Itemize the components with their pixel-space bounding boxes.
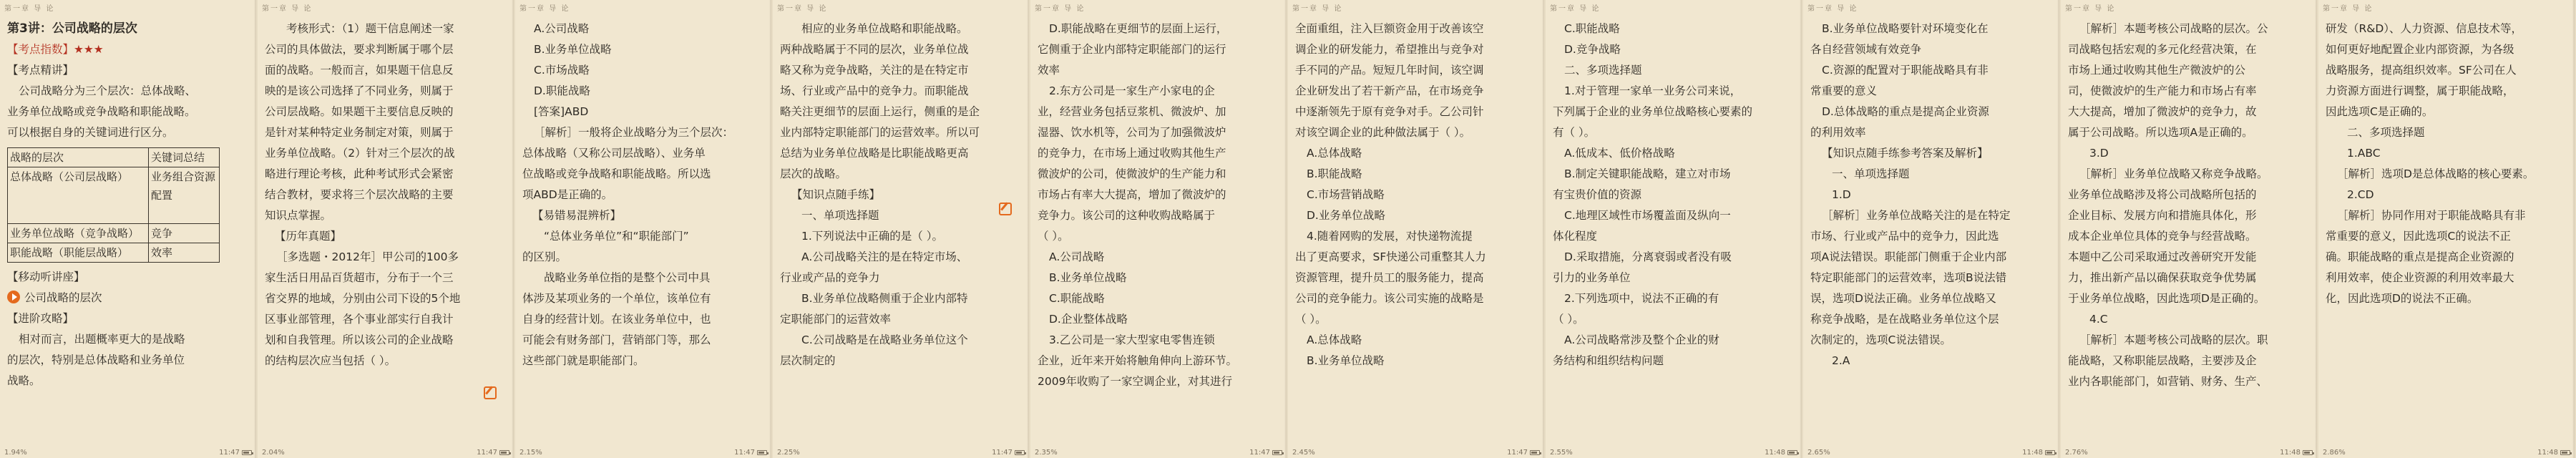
page-body [7, 19, 246, 391]
option-line: D.竞争战略 [1564, 43, 1621, 56]
option-line: D.企业整体战略 [1049, 313, 1128, 326]
text-line: 战略业务单位指的是整个公司中具 [544, 271, 711, 284]
text-line: 能战略，又称职能层战略，主要涉及企 [2068, 354, 2257, 367]
text-line: ［解析］本题考核公司战略的层次。职 [2079, 333, 2268, 346]
text-line: 省交界的地域，分别由公司下设的5个地 [265, 292, 461, 305]
text-line: 对该空调企业的此种做法属于（ ）。 [1295, 126, 1471, 139]
text-line: 企业研发出了若干新产品，在市场竞争 [1295, 84, 1484, 97]
table-cell: 业务组合资源配置 [149, 167, 220, 224]
text-line: 调企业的研发能力，希望推出与竞争对 [1295, 43, 1484, 56]
section-heading: 【历年真题】 [275, 230, 342, 243]
answer-line: 4.C [2089, 313, 2108, 326]
table-cell: 业务单位战略（竞争战略） [8, 224, 149, 243]
clock-time: 11:47 [1249, 449, 1270, 457]
text-line: （ ）。 [1038, 230, 1069, 243]
question-line: 4.随着网购的发展，对快递物流提 [1307, 230, 1473, 243]
clock-time: 11:48 [1765, 449, 1785, 457]
option-line: A.公司战略 [1049, 250, 1105, 263]
text-line: 的层次，特别是总体战略和业务单位 [7, 354, 185, 366]
text-line: 面的战略。一般而言，如果题干信息反 [265, 64, 454, 77]
answer-line: 1.D [1832, 188, 1851, 201]
page-body [1295, 19, 1534, 371]
chapter-header: 第一章 导 论 [1035, 5, 1085, 13]
importance-rating: 【考点指数】★★★ [7, 43, 104, 56]
chapter-header: 第一章 导 论 [4, 5, 55, 13]
text-line: 战略服务，提高组织效率。SF公司在人 [2326, 64, 2517, 77]
table-cell: 总体战略（公司层战略） [8, 167, 149, 224]
option-line: C.资源的配置对于职能战略具有非 [1822, 64, 1989, 77]
text-line: 1.下列说法中正确的是（ ）。 [801, 230, 943, 243]
chapter-header: 第一章 导 论 [1292, 5, 1343, 13]
text-line: 相对而言，出题概率更大的是战略 [19, 333, 185, 346]
note-edit-icon[interactable] [484, 386, 497, 399]
text-line: 业内部特定职能部门的运营效率。所以可 [780, 126, 980, 139]
text-line: 定职能部门的运营效率 [780, 313, 892, 326]
reader-page-9[interactable] [2061, 0, 2317, 458]
text-line: 市场上通过收购其他生产微波炉的公 [2068, 64, 2246, 77]
page-body [780, 19, 1019, 371]
page-body [2068, 19, 2307, 392]
text-line: 相应的业务单位战略和职能战略。 [801, 22, 968, 35]
clock-time: 11:48 [2280, 449, 2301, 457]
page-body [522, 19, 761, 371]
text-line: 大大提高，增加了微波炉的竞争力，故 [2068, 105, 2257, 118]
battery-icon [2045, 450, 2055, 455]
text-line: 企业目标、发展方向和措施具体化，形 [2068, 209, 2257, 222]
table-row [8, 243, 220, 263]
page-body [1810, 19, 2049, 371]
clock-time: 11:47 [734, 449, 755, 457]
option-line: B.职能战略 [1307, 167, 1362, 180]
text-line: 因此选项C是正确的。 [2326, 105, 2434, 118]
reading-progress: 2.45% [1292, 449, 1315, 457]
text-line: 项ABD是正确的。 [522, 188, 613, 201]
text-line: 这些部门就是职能部门。 [522, 354, 645, 367]
text-line: 位战略或竞争战略和职能战略。所以选 [522, 167, 711, 180]
text-line: 司，使微波炉的生产能力和市场占有率 [2068, 84, 2257, 97]
text-line: 项A说法错误。职能部门侧重于企业内部 [1810, 250, 2007, 263]
clock-time: 11:47 [992, 449, 1013, 457]
text-line: 行业或产品的竞争力 [780, 271, 880, 284]
option-line: D.采取措施，分离衰弱或者没有吸 [1564, 250, 1732, 263]
battery-icon [242, 450, 252, 455]
battery-icon [1787, 450, 1797, 455]
text-line: 的竞争力，在市场上通过收购其他生产 [1038, 147, 1226, 160]
section-heading: 二、多项选择题 [2347, 126, 2425, 139]
text-line: 映的是该公司选择了不同业务，则属于 [265, 84, 454, 97]
text-line: 家生活日用品百货超市，分布于一个三 [265, 271, 454, 284]
text-line: 公司的具体做法，要求判断属于哪个层 [265, 43, 454, 56]
text-line: 称竞争战略，是在战略业务单位这个层 [1810, 313, 1999, 326]
section-heading: 【移动听讲座】 [7, 271, 85, 283]
reader-page-10[interactable] [2318, 0, 2575, 458]
text-line: 市场占有率大大提高，增加了微波炉的 [1038, 188, 1226, 201]
battery-icon [2303, 450, 2313, 455]
text-line: “总体业务单位”和“职能部门” [544, 230, 689, 243]
text-line: 战略。 [7, 374, 41, 387]
text-line: 常重要的意义，因此选项C的说法不正 [2326, 230, 2511, 243]
status-footer [2065, 449, 2313, 457]
text-line: ［解析］本题考核公司战略的层次。公 [2079, 22, 2268, 35]
text-line: 成本企业单位具体的竞争与经营战略。 [2068, 230, 2257, 243]
text-line: 手不同的产品。短短几年时间，该空调 [1295, 64, 1484, 77]
text-line: 微波炉的公司，使微波炉的生产能力和 [1038, 167, 1226, 180]
option-line: A.公司战略常涉及整个企业的财 [1564, 333, 1719, 346]
text-line: 层次的战略。 [780, 167, 847, 180]
text-line: 体化程度 [1553, 230, 1598, 243]
text-line: 司战略包括宏观的多元化经营决策，在 [2068, 43, 2257, 56]
text-line: 可能会有财务部门，营销部门等，那么 [522, 333, 711, 346]
text-line: ［解析］业务单位战略关注的是在特定 [1822, 209, 2011, 222]
option-line: C.职能战略 [1049, 292, 1105, 305]
question-line: 2.东方公司是一家生产小家电的企 [1049, 84, 1215, 97]
text-line: 业，经营业务包括豆浆机、微波炉、加 [1038, 105, 1226, 118]
text-line: 知识点掌握。 [265, 209, 332, 222]
text-line: ［解析］选项D是总体战略的核心要素。 [2337, 167, 2534, 180]
table-row [8, 167, 220, 224]
text-line: 有（ ）。 [1553, 126, 1596, 139]
answer-line: [答案]ABD [534, 105, 589, 118]
option-line: B.业务单位战略侧重于企业内部特 [801, 292, 968, 305]
section-heading: 【易错易混辨析】 [532, 209, 622, 222]
table-cell: 关键词总结 [149, 148, 220, 167]
play-icon[interactable] [7, 291, 20, 303]
reading-progress: 1.94% [4, 449, 27, 457]
status-footer [519, 449, 767, 457]
option-line: C.市场战略 [534, 64, 590, 77]
text-line: 利用效率，使企业资源的利用效率最大 [2326, 271, 2514, 284]
text-line: 力资源方面进行调整，属于职能战略， [2326, 84, 2514, 97]
text-line: ［解析］业务单位战略又称竞争战略。 [2079, 167, 2268, 180]
text-line: 自身的经营计划。在该业务单位中，也 [522, 313, 711, 326]
text-line: 的结构层次应当包括（ ）。 [265, 354, 396, 367]
text-line: 区事业部管理，各个事业部实行自我计 [265, 313, 454, 326]
text-line: 总体战略（又称公司层战略）、业务单 [522, 147, 706, 160]
clock-time: 11:48 [2537, 449, 2558, 457]
text-line: （ ）。 [1553, 313, 1584, 326]
battery-icon [757, 450, 767, 455]
text-line: 全面重组，注入巨额资金用于改善该空 [1295, 22, 1484, 35]
text-line: 务结构和组织结构问题 [1553, 354, 1664, 367]
option-line: B.制定关键职能战略，建立对市场 [1564, 167, 1731, 180]
text-line: 特定职能部门的运营效率，选项B说法错 [1810, 271, 2007, 284]
question-line: 1.对于管理一家单一业务公司来说， [1564, 84, 1742, 97]
text-line: 如何更好地配置企业内部资源，为各级 [2326, 43, 2514, 56]
reading-progress: 2.35% [1035, 449, 1058, 457]
lesson-title: 第3讲：公司战略的层次 [7, 21, 137, 36]
text-line: 层次制定的 [780, 354, 836, 367]
text-line: 属于公司战略。所以选项A是正确的。 [2068, 126, 2253, 139]
audio-lecture-link[interactable] [7, 288, 246, 308]
option-line: D.职能战略 [534, 84, 590, 97]
text-line: 业内各职能部门，如营销、财务、生产、 [2068, 375, 2268, 388]
table-cell: 效率 [149, 243, 220, 263]
text-line: 略关注更细节的层面上运行，侧重的是企 [780, 105, 980, 118]
option-line: A.公司战略 [534, 22, 590, 35]
clock-time: 11:47 [477, 449, 497, 457]
table-row [8, 148, 220, 167]
text-line: 考核形式：（1）题干信息阐述一家 [286, 22, 454, 35]
page-body [2326, 19, 2565, 309]
text-line: 体涉及某项业务的一个单位，该单位有 [522, 292, 711, 305]
chapter-header: 第一章 导 论 [1807, 5, 1858, 13]
text-line: 误，选项D说法正确。业务单位战略又 [1810, 292, 1996, 305]
battery-icon [499, 450, 509, 455]
reading-progress: 2.25% [777, 449, 800, 457]
reader-page-6[interactable] [1288, 0, 1544, 458]
status-footer [1807, 449, 2055, 457]
text-line: 业务单位战略涉及将公司战略所包括的 [2068, 188, 2257, 201]
chapter-header: 第一章 导 论 [519, 5, 570, 13]
status-footer [2323, 449, 2570, 457]
status-footer [1292, 449, 1540, 457]
status-footer [1550, 449, 1797, 457]
text-line: 公司层战略。如果题干主要信息反映的 [265, 105, 454, 118]
text-line: ［解析］一般将企业战略分为三个层次： [534, 126, 734, 139]
chapter-header: 第一章 导 论 [2065, 5, 2116, 13]
section-heading: 一、单项选择题 [801, 209, 879, 222]
reader-page-3[interactable] [515, 0, 771, 458]
text-line: 研发（R&D）、人力资源、信息技术等， [2326, 22, 2523, 35]
option-line: B.业务单位战略 [1049, 271, 1127, 284]
text-line: 确。职能战略的重点是提高企业资源的 [2326, 250, 2514, 263]
question-line: 3.乙公司是一家大型家电零售连锁 [1049, 333, 1215, 346]
option-line: C.地理区域性市场覆盖面及纵向一 [1564, 209, 1731, 222]
option-line: B.业务单位战略要针对环境变化在 [1822, 22, 1989, 35]
answer-line: 3.D [2089, 147, 2109, 160]
text-line: （ ）。 [1295, 313, 1327, 326]
battery-icon [1015, 450, 1025, 455]
status-footer [262, 449, 509, 457]
text-line: 中逐渐领先于原有竞争对手。乙公司针 [1295, 105, 1484, 118]
option-line: B.业务单位战略 [534, 43, 612, 56]
text-line: 2009年收购了一家空调企业，对其进行 [1038, 375, 1232, 388]
section-heading: 【考点精讲】 [7, 64, 74, 77]
text-line: 引力的业务单位 [1553, 271, 1631, 284]
chapter-header: 第一章 导 论 [262, 5, 313, 13]
section-heading: 一、单项选择题 [1832, 167, 1910, 180]
clock-time: 11:48 [2022, 449, 2043, 457]
option-line: C.市场营销战略 [1307, 188, 1385, 201]
text-line: 各自经营领域有效竞争 [1810, 43, 1922, 56]
text-line: 的区别。 [522, 250, 567, 263]
chapter-header: 第一章 导 论 [1550, 5, 1601, 13]
table-cell: 战略的层次 [8, 148, 149, 167]
text-line: 湿器、饮水机等，公司为了加强微波炉 [1038, 126, 1226, 139]
table-cell: 竞争 [149, 224, 220, 243]
table-row [8, 224, 220, 243]
reader-page-1[interactable] [0, 0, 256, 458]
audio-lecture-label: 公司战略的层次 [24, 291, 102, 304]
table-cell: 职能战略（职能层战略） [8, 243, 149, 263]
option-line: D.职能战略在更细节的层面上运行， [1049, 22, 1228, 35]
text-line: 的利用效率 [1810, 126, 1866, 139]
reading-progress: 2.65% [1807, 449, 1830, 457]
page-body [265, 19, 504, 371]
text-line: 化，因此选项D的说法不正确。 [2326, 292, 2479, 305]
text-line: 资源管理，提升员工的服务能力，提高 [1295, 271, 1484, 284]
text-line: ［多选题・2012年］甲公司的100多 [276, 250, 459, 263]
text-line: 结合教材，要求将三个层次战略的主要 [265, 188, 454, 201]
option-line: A.总体战略 [1307, 147, 1362, 160]
answer-line: 1.ABC [2347, 147, 2381, 160]
reading-progress: 2.15% [519, 449, 542, 457]
option-line: A.总体战略 [1307, 333, 1362, 346]
option-line: D.业务单位战略 [1307, 209, 1385, 222]
answer-line: 2.A [1832, 354, 1850, 367]
text-line: 常重要的意义 [1810, 84, 1878, 97]
note-edit-icon[interactable] [999, 203, 1012, 215]
reader-page-2[interactable] [258, 0, 514, 458]
page-body [1553, 19, 1792, 371]
text-line: 场、行业或产品中的竞争力。而职能战 [780, 84, 969, 97]
text-line: 略进行理论考核，此种考试形式会紧密 [265, 167, 454, 180]
option-line: C.职能战略 [1564, 22, 1620, 35]
text-line: 下列属于企业的业务单位战略核心要素的 [1553, 105, 1753, 118]
reading-progress: 2.04% [262, 449, 285, 457]
text-line: ［解析］协同作用对于职能战略具有非 [2337, 209, 2526, 222]
chapter-header: 第一章 导 论 [777, 5, 828, 13]
reading-progress: 2.76% [2065, 449, 2088, 457]
text-line: 公司战略分为三个层次：总体战略、 [19, 84, 197, 97]
section-heading: 二、多项选择题 [1564, 64, 1642, 77]
clock-time: 11:47 [1507, 449, 1528, 457]
reader-page-7[interactable] [1546, 0, 1802, 458]
text-line: 于业务单位战略，因此选项D是正确的。 [2068, 292, 2265, 305]
text-line: 市场、行业或产品中的竞争力，因此选 [1810, 230, 1999, 243]
option-line: A.公司战略关注的是在特定市场、 [801, 250, 968, 263]
text-line: 是针对某种特定业务制定对策，则属于 [265, 126, 454, 139]
text-line: 效率 [1038, 64, 1060, 77]
reader-page-4[interactable] [773, 0, 1029, 458]
status-footer [1035, 449, 1282, 457]
text-line: 划和自我管理。所以该公司的企业战略 [265, 333, 454, 346]
reading-progress: 2.86% [2323, 449, 2346, 457]
status-footer [4, 449, 252, 457]
question-line: 2.下列选项中，说法不正确的有 [1564, 292, 1719, 305]
text-line: 竞争力。该公司的这种收购战略属于 [1038, 209, 1216, 222]
clock-time: 11:47 [219, 449, 240, 457]
text-line: 有宝贵价值的资源 [1553, 188, 1642, 201]
reader-page-5[interactable] [1030, 0, 1287, 458]
reading-progress: 2.55% [1550, 449, 1573, 457]
text-line: 总结为业务单位战略是比职能战略更高 [780, 147, 969, 160]
reader-page-8[interactable] [1803, 0, 2059, 458]
text-line: 力，推出新产品以确保获取竞争优势属 [2068, 271, 2257, 284]
strategy-levels-table [7, 147, 220, 263]
text-line: 出了更高要求，SF快递公司重整其人力 [1295, 250, 1486, 263]
option-line: B.业务单位战略 [1307, 354, 1385, 367]
battery-icon [1272, 450, 1282, 455]
battery-icon [2560, 450, 2570, 455]
answer-line: 2.CD [2347, 188, 2374, 201]
text-line: 可以根据自身的关键词进行区分。 [7, 126, 174, 139]
chapter-header: 第一章 导 论 [2323, 5, 2373, 13]
status-footer [777, 449, 1025, 457]
text-line: 它侧重于企业内部特定职能部门的运行 [1038, 43, 1226, 56]
text-line: 业务单位战略或竞争战略和职能战略。 [7, 105, 196, 118]
option-line: D.总体战略的重点是提高企业资源 [1822, 105, 1989, 118]
option-line: C.公司战略是在战略业务单位这个 [801, 333, 968, 346]
section-heading: 【知识点随手练参考答案及解析】 [1822, 147, 1989, 160]
text-line: 略又称为竞争战略，关注的是在特定市 [780, 64, 969, 77]
text-line: 业务单位战略。（2）针对三个层次的战 [265, 147, 455, 160]
section-heading: 【知识点随手练】 [791, 188, 881, 201]
text-line: 两种战略属于不同的层次，业务单位战 [780, 43, 969, 56]
page-body [1038, 19, 1277, 392]
battery-icon [1530, 450, 1540, 455]
text-line: 企业，近年来开始将触角伸向上游环节。 [1038, 354, 1238, 367]
section-heading: 【进阶攻略】 [7, 312, 74, 325]
text-line: 次制定的，选项C说法错误。 [1810, 333, 1951, 346]
option-line: A.低成本、低价格战略 [1564, 147, 1675, 160]
text-line: 公司的竞争能力。该公司实施的战略是 [1295, 292, 1484, 305]
text-line: 本题中乙公司采取通过改善研究开发能 [2068, 250, 2257, 263]
